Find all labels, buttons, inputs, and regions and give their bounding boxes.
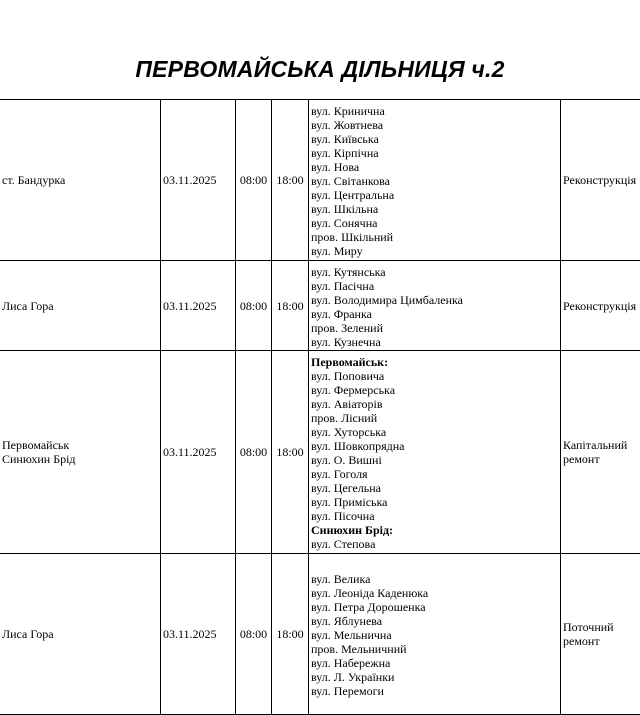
work-type-cell <box>561 554 640 715</box>
work-type: Поточний <box>563 620 638 634</box>
work-type: ремонт <box>563 452 638 466</box>
work-type: Реконструкція <box>563 299 638 313</box>
table-row <box>0 554 640 715</box>
street-name: вул. Світанкова <box>311 174 558 188</box>
table-row <box>0 261 640 351</box>
location-name: Первомайськ <box>2 438 158 452</box>
street-name: вул. Сонячна <box>311 216 558 230</box>
street-name: вул. Нова <box>311 160 558 174</box>
end-time-cell: 18:00 <box>272 261 309 351</box>
location-cell <box>0 351 161 554</box>
street-name: вул. Степова <box>311 537 558 551</box>
street-name: вул. Перемоги <box>311 684 558 698</box>
start-time-cell: 08:00 <box>236 100 272 261</box>
table-body <box>0 100 640 715</box>
table-row <box>0 100 640 261</box>
street-name: вул. Приміська <box>311 495 558 509</box>
street-name: вул. Франка <box>311 307 558 321</box>
end-time-cell: 18:00 <box>272 554 309 715</box>
location-cell <box>0 100 161 261</box>
streets-cell <box>309 554 561 715</box>
street-name: вул. Набережна <box>311 656 558 670</box>
end-time-cell: 18:00 <box>272 351 309 554</box>
settlement-heading: Синюхин Брід: <box>311 523 558 537</box>
work-type-cell <box>561 351 640 554</box>
street-name: вул. Поповича <box>311 369 558 383</box>
street-name: вул. Київська <box>311 132 558 146</box>
street-name: вул. Кринична <box>311 104 558 118</box>
street-name: вул. Яблунева <box>311 614 558 628</box>
end-time-cell: 18:00 <box>272 100 309 261</box>
street-name: вул. Кірпічна <box>311 146 558 160</box>
start-time-cell: 08:00 <box>236 554 272 715</box>
street-name: вул. Шкільна <box>311 202 558 216</box>
street-name: вул. Пісочна <box>311 509 558 523</box>
street-name: вул. Петра Дорошенка <box>311 600 558 614</box>
street-name: вул. Шовкопрядна <box>311 439 558 453</box>
street-name: вул. Л. Українки <box>311 670 558 684</box>
date-cell: 03.11.2025 <box>161 100 236 261</box>
work-type-cell <box>561 100 640 261</box>
street-name: пров. Мельничний <box>311 642 558 656</box>
outage-schedule-table <box>0 99 640 715</box>
location-name: Лиса Гора <box>2 299 158 313</box>
start-time-cell: 08:00 <box>236 261 272 351</box>
street-name: вул. Мельнична <box>311 628 558 642</box>
work-type: Реконструкція <box>563 173 638 187</box>
street-name: вул. Кутянська <box>311 265 558 279</box>
date-cell: 03.11.2025 <box>161 554 236 715</box>
work-type: ремонт <box>563 634 638 648</box>
work-type: Капітальний <box>563 438 638 452</box>
street-name: вул. О. Вишні <box>311 453 558 467</box>
street-name: пров. Шкільний <box>311 230 558 244</box>
location-name: Синюхин Брід <box>2 452 158 466</box>
page-title: ПЕРВОМАЙСЬКА ДІЛЬНИЦЯ ч.2 <box>0 56 640 83</box>
street-name: вул. Хуторська <box>311 425 558 439</box>
street-name: вул. Гоголя <box>311 467 558 481</box>
location-name: Лиса Гора <box>2 627 158 641</box>
street-name: вул. Кузнечна <box>311 335 558 349</box>
street-name: вул. Центральна <box>311 188 558 202</box>
street-name: вул. Авіаторів <box>311 397 558 411</box>
start-time-cell: 08:00 <box>236 351 272 554</box>
date-cell: 03.11.2025 <box>161 351 236 554</box>
street-name: вул. Велика <box>311 572 558 586</box>
street-name: вул. Пасічна <box>311 279 558 293</box>
work-type-cell <box>561 261 640 351</box>
street-name: вул. Леоніда Каденюка <box>311 586 558 600</box>
street-name: пров. Зелений <box>311 321 558 335</box>
location-name: ст. Бандурка <box>2 173 158 187</box>
settlement-heading: Первомайськ: <box>311 355 558 369</box>
street-name: вул. Жовтнева <box>311 118 558 132</box>
street-name: вул. Миру <box>311 244 558 258</box>
streets-cell <box>309 351 561 554</box>
location-cell <box>0 554 161 715</box>
location-cell <box>0 261 161 351</box>
streets-cell <box>309 100 561 261</box>
date-cell: 03.11.2025 <box>161 261 236 351</box>
street-name: пров. Лісний <box>311 411 558 425</box>
street-name: вул. Володимира Цимбаленка <box>311 293 558 307</box>
street-name: вул. Фермерська <box>311 383 558 397</box>
table-row <box>0 351 640 554</box>
street-name: вул. Цегельна <box>311 481 558 495</box>
streets-cell <box>309 261 561 351</box>
